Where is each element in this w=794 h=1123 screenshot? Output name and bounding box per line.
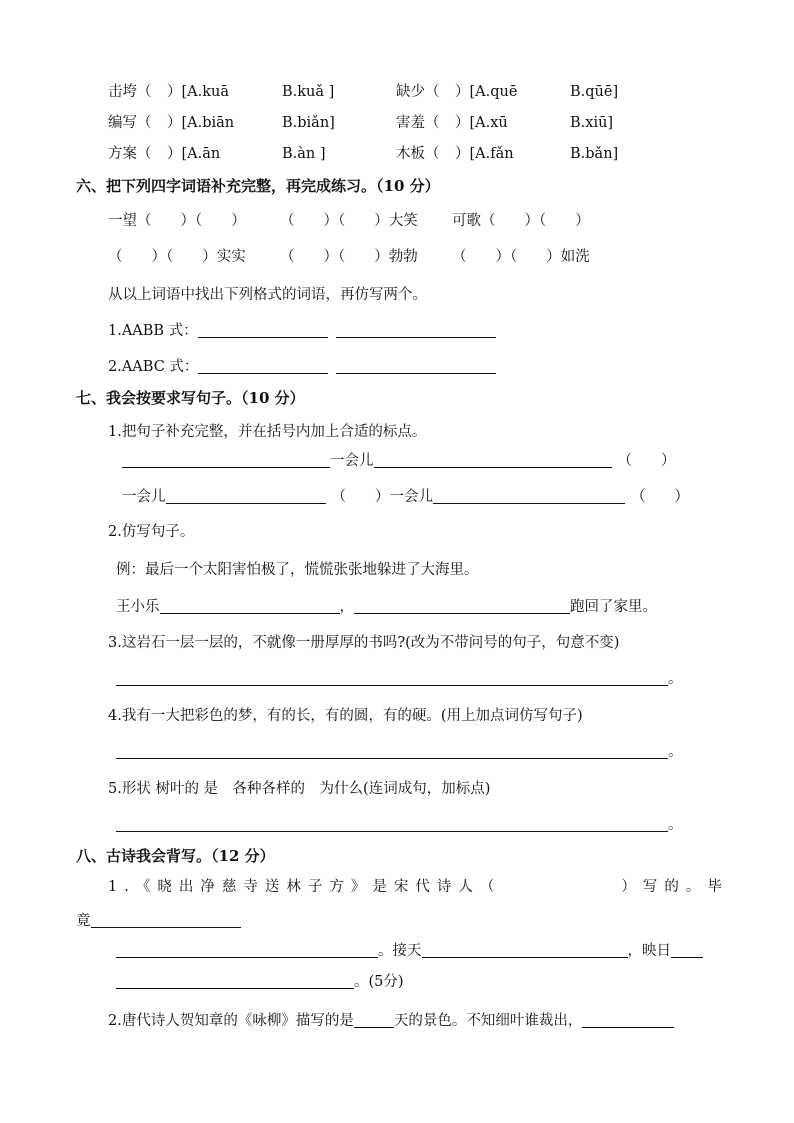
answer-line[interactable] [91, 912, 241, 928]
jing: 竟 [76, 913, 91, 929]
answer-line[interactable] [198, 358, 328, 374]
question-2: 2.仿写句子。 [108, 524, 195, 540]
option-a: ）[A.ān [167, 146, 221, 162]
punct-blank: （ ） [617, 453, 676, 469]
idiom-blank: （ ）（ ）如洗 [452, 249, 590, 265]
option-a: ）[A.xū [455, 115, 508, 131]
question-5: 5.形状 树叶的 是 各种各样的 为什么(连词成句，加标点) [108, 781, 491, 797]
idiom-blank: （ ）（ ）大笑 [280, 213, 418, 229]
jietian: 。接天 [378, 943, 422, 959]
yihuier: 一会儿 [330, 453, 374, 469]
answer-line[interactable] [116, 743, 668, 759]
q2-a: 2.唐代诗人贺知章的《咏柳》描写的是 [108, 1013, 354, 1029]
yihuier: 一会儿 [389, 489, 433, 505]
answer-line[interactable] [671, 942, 703, 958]
answer-line[interactable] [116, 816, 668, 832]
option-a: ）[A.fǎn [455, 146, 514, 162]
word: 害羞（ [396, 115, 440, 131]
answer-row [116, 815, 683, 835]
aabb-label: 1.AABB 式： [108, 323, 198, 339]
question-1: 1.把句子补充完整，并在括号内加上合适的标点。 [108, 424, 427, 440]
option-b: B.bǎn] [570, 146, 619, 162]
period: 。 [668, 817, 683, 833]
aabb-row [108, 321, 496, 341]
idiom-blank: 一望（ ）（ ） [108, 213, 246, 229]
answer-line[interactable] [422, 942, 628, 958]
option-a: ）[A.biān [167, 115, 235, 131]
punct-blank: （ ） [331, 489, 390, 505]
punct-blank: （ ） [631, 489, 689, 505]
option-b: B.àn ] [282, 146, 326, 162]
q1-tail: ）写的。毕 [621, 879, 729, 895]
idiom-blank: （ ）（ ）勃勃 [280, 249, 418, 265]
question-4: 4.我有一大把彩色的梦，有的长，有的圆，有的硬。(用上加点词仿写句子) [108, 708, 583, 724]
imitation-row [116, 597, 657, 617]
option-b: B.qūē] [570, 84, 619, 100]
period: 。 [668, 671, 683, 687]
answer-line[interactable] [160, 598, 340, 614]
season-blank[interactable] [354, 1012, 394, 1028]
period: 。 [668, 744, 683, 760]
word: 缺少（ [396, 84, 440, 100]
section-heading: 六、把下列四字词语补充完整，再完成练习。（10 分） [76, 177, 440, 195]
answer-line[interactable] [374, 452, 612, 468]
answer-line[interactable] [116, 942, 378, 958]
aabc-row [108, 357, 496, 377]
idiom-blank: （ ）（ ）实实 [108, 249, 246, 265]
answer-line[interactable] [582, 1012, 674, 1028]
poem-line-2 [116, 941, 703, 961]
q1-text: 1.《晓出净慈寺送林子方》是宋代诗人（ [108, 879, 502, 895]
answer-line[interactable] [433, 488, 625, 504]
word: 木板（ [396, 146, 440, 162]
answer-line[interactable] [336, 322, 496, 338]
yingri: ，映日 [627, 943, 671, 959]
answer-row [116, 742, 683, 762]
word: 击垮（ [108, 84, 152, 100]
word: 编写（ [108, 115, 152, 131]
section-heading: 七、我会按要求写句子。（10 分） [76, 389, 305, 407]
idiom-blank: 可歌（ ）（ ） [452, 213, 590, 229]
sentence-row-2 [122, 487, 689, 507]
score: 。(5分) [354, 974, 404, 990]
answer-line[interactable] [198, 322, 328, 338]
poem-line-1 [76, 911, 241, 931]
poem-question-2 [108, 1011, 674, 1031]
question-3: 3.这岩石一层一层的，不就像一册厚厚的书吗?(改为不带问号的句子，句意不变) [108, 635, 620, 651]
aabc-label: 2.AABC 式： [108, 359, 199, 375]
option-a: ）[A.quē [455, 84, 518, 100]
option-b: B.kuǎ ] [282, 84, 335, 100]
q2-b: 天的景色。不知细叶谁裁出， [393, 1013, 583, 1029]
answer-line[interactable] [116, 670, 668, 686]
answer-line[interactable] [122, 452, 330, 468]
sentence-row-1 [122, 451, 676, 471]
option-b: B.xiū] [570, 115, 614, 131]
answer-row [116, 669, 683, 689]
comma: ， [339, 599, 354, 615]
answer-line[interactable] [354, 598, 570, 614]
poem-question-1 [108, 877, 729, 897]
word: 方案（ [108, 146, 152, 162]
answer-line[interactable] [336, 358, 496, 374]
option-b: B.biǎn] [282, 115, 335, 131]
instruction: 从以上词语中找出下列格式的词语，再仿写两个。 [108, 287, 427, 303]
option-a: ）[A.kuā [167, 84, 230, 100]
subject: 王小乐 [116, 599, 160, 615]
poem-line-3 [116, 972, 404, 992]
answer-line[interactable] [166, 488, 326, 504]
yihuier: 一会儿 [122, 489, 166, 505]
ending: 跑回了家里。 [570, 599, 657, 615]
section-heading: 八、古诗我会背写。（12 分） [76, 847, 275, 865]
example: 例：最后一个太阳害怕极了，慌慌张张地躲进了大海里。 [116, 562, 479, 578]
answer-line[interactable] [116, 973, 354, 989]
